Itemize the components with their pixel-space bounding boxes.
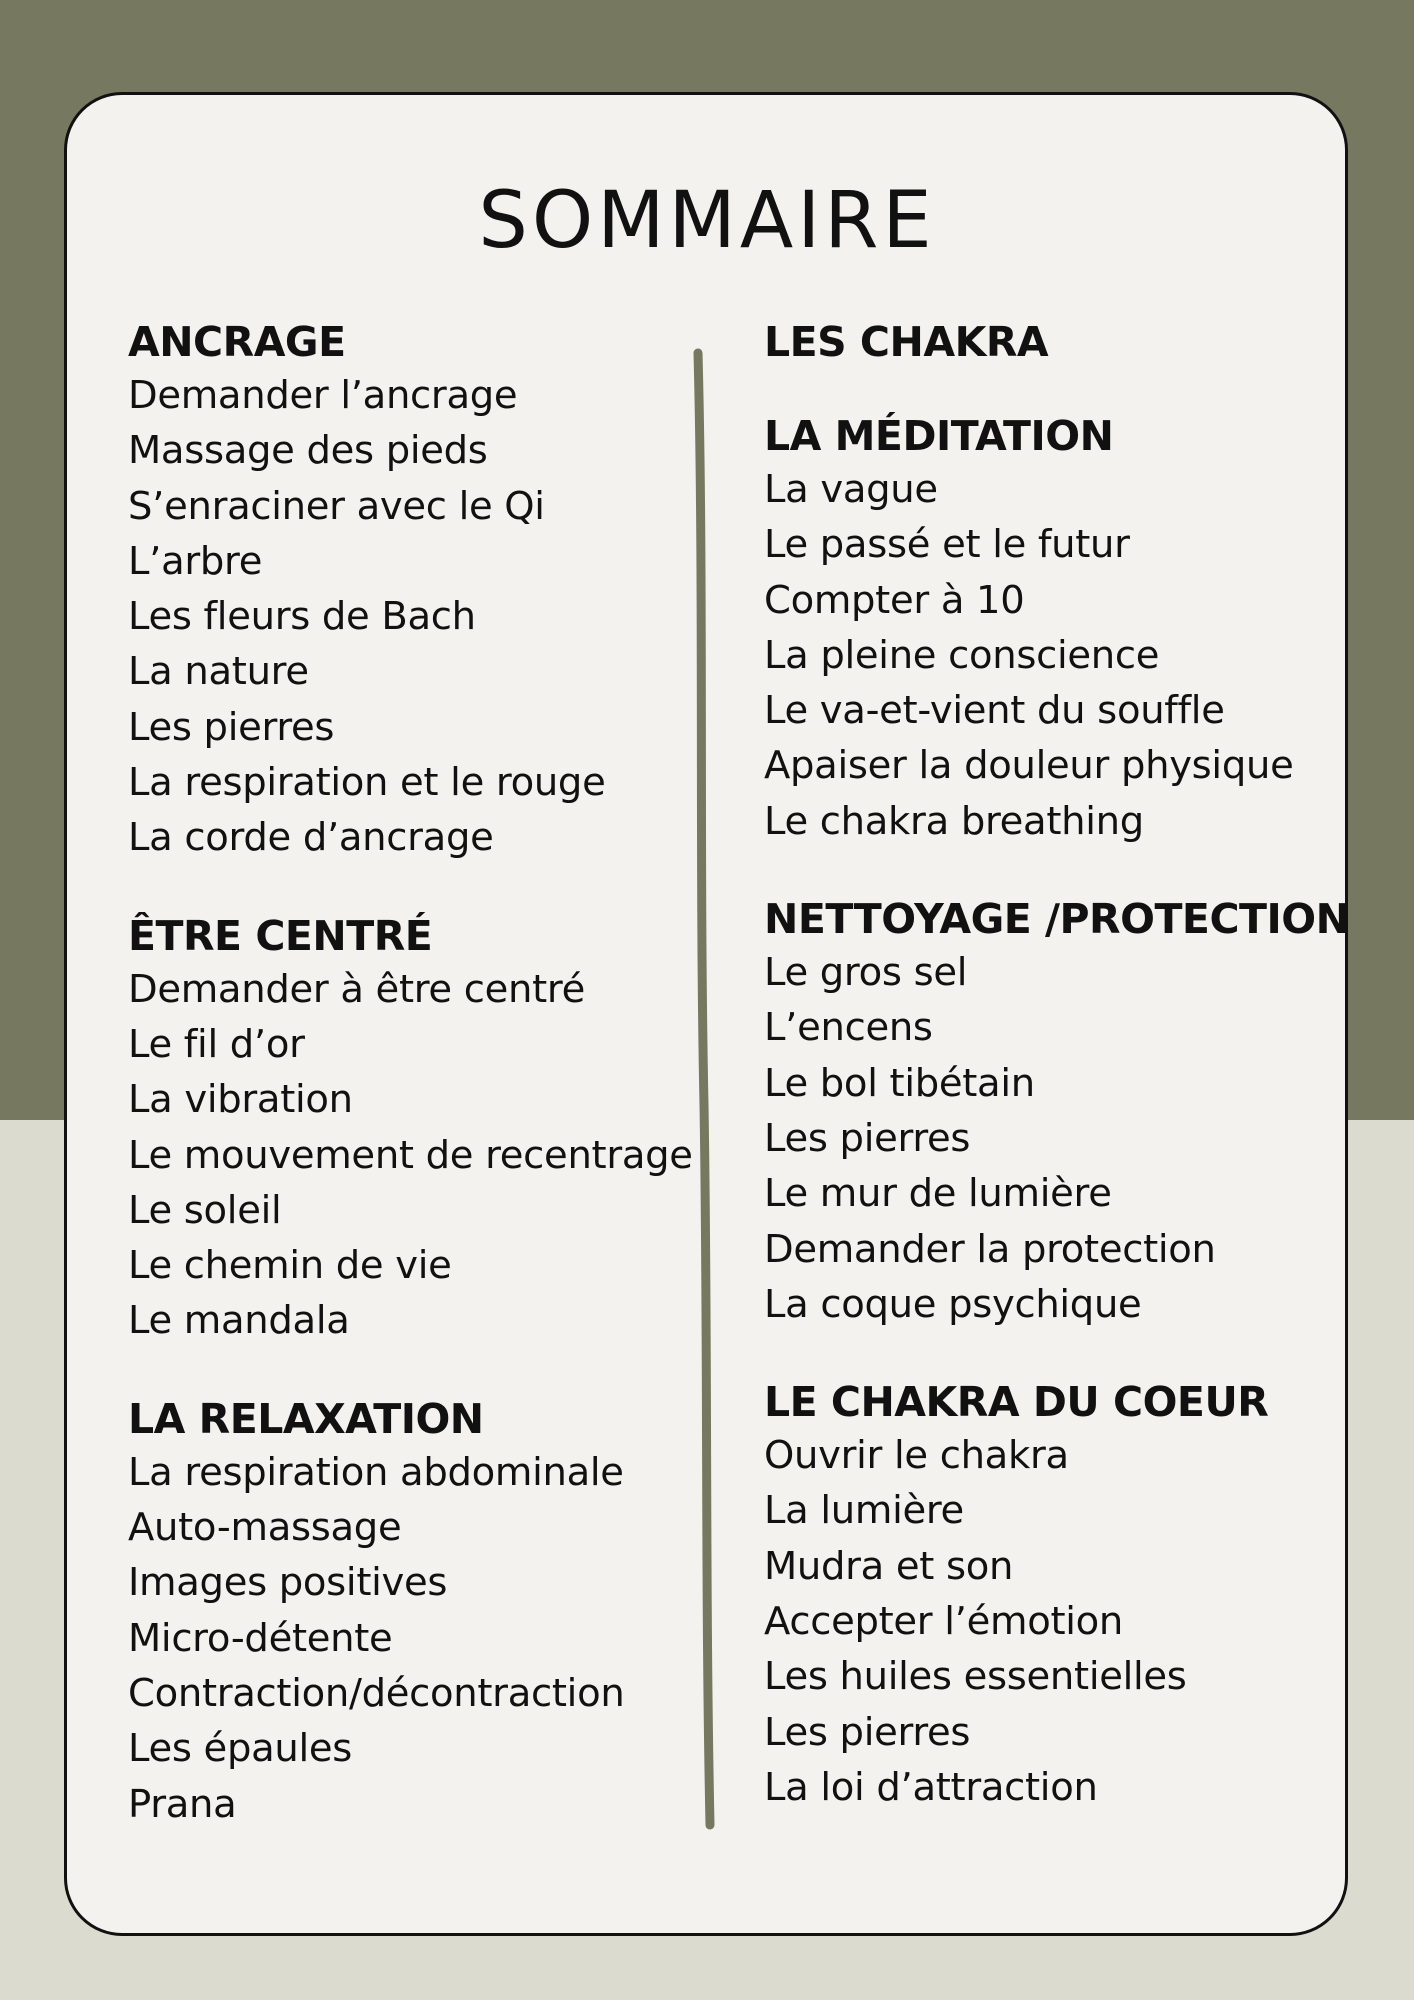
toc-item[interactable]: La pleine conscience xyxy=(764,632,1160,678)
section-title[interactable]: LES CHAKRA xyxy=(764,318,1049,366)
toc-item[interactable]: Demander la protection xyxy=(764,1226,1216,1272)
toc-item[interactable]: Compter à 10 xyxy=(764,577,1025,623)
toc-item[interactable]: Les huiles essentielles xyxy=(764,1654,1187,1700)
toc-item[interactable]: Le soleil xyxy=(128,1187,282,1233)
toc-item[interactable]: Images positives xyxy=(128,1560,448,1606)
right-column xyxy=(764,316,1350,1859)
toc-item[interactable]: Les pierres xyxy=(128,704,335,750)
section-title[interactable]: LE CHAKRA DU COEUR xyxy=(764,1378,1269,1427)
toc-item[interactable]: La lumière xyxy=(764,1488,964,1534)
section-title[interactable]: NETTOYAGE /PROTECTION xyxy=(764,895,1350,944)
toc-item[interactable]: La respiration abdominale xyxy=(128,1449,624,1495)
toc-item[interactable]: Le fil d’or xyxy=(128,1021,305,1067)
toc-item[interactable]: Contraction/décontraction xyxy=(128,1670,625,1716)
toc-item[interactable]: Le mandala xyxy=(128,1298,350,1344)
toc-item[interactable]: Les épaules xyxy=(128,1726,353,1772)
toc-item[interactable]: Le bol tibétain xyxy=(764,1060,1035,1106)
left-column xyxy=(128,316,698,1876)
toc-item[interactable]: L’encens xyxy=(764,1005,933,1051)
toc-item[interactable]: La respiration et le rouge xyxy=(128,760,606,806)
toc-item[interactable]: Les pierres xyxy=(764,1709,971,1755)
toc-item[interactable]: La corde d’ancrage xyxy=(128,815,494,861)
toc-item[interactable]: Le mur de lumière xyxy=(764,1171,1112,1217)
toc-item[interactable]: La coque psychique xyxy=(764,1281,1142,1327)
toc-item[interactable]: Ouvrir le chakra xyxy=(764,1433,1069,1479)
section-title[interactable]: ÊTRE CENTRÉ xyxy=(128,911,433,960)
section-title[interactable]: LA RELAXATION xyxy=(128,1394,484,1443)
toc-item[interactable]: La loi d’attraction xyxy=(764,1764,1098,1810)
page-title: SOMMAIRE xyxy=(478,176,936,266)
toc-item[interactable]: Prana xyxy=(128,1781,237,1827)
toc-item[interactable]: Demander l’ancrage xyxy=(128,373,518,418)
toc-item[interactable]: Massage des pieds xyxy=(128,428,488,474)
section-nettoyage-protection xyxy=(764,893,1350,1332)
toc-item[interactable]: L’arbre xyxy=(128,538,263,584)
section-title[interactable]: ANCRAGE xyxy=(128,318,346,366)
toc-item[interactable]: Le mouvement de recentrage xyxy=(128,1132,693,1178)
section-les-chakra xyxy=(764,316,1344,368)
toc-item[interactable]: Accepter l’émotion xyxy=(764,1599,1123,1645)
toc-item[interactable]: Les pierres xyxy=(764,1115,971,1161)
section-chakra-du-coeur xyxy=(764,1376,1344,1815)
section-relaxation xyxy=(128,1393,698,1832)
toc-item[interactable]: Le chakra breathing xyxy=(764,798,1144,844)
toc-item[interactable]: Auto-massage xyxy=(128,1505,402,1551)
toc-item[interactable]: La vague xyxy=(764,467,938,512)
toc-item[interactable]: Mudra et son xyxy=(764,1543,1014,1589)
toc-item[interactable]: Le va-et-vient du souffle xyxy=(764,688,1225,734)
toc-item[interactable]: Le gros sel xyxy=(764,950,968,996)
toc-item[interactable]: Le chemin de vie xyxy=(128,1243,452,1289)
section-title[interactable]: LA MÉDITATION xyxy=(764,412,1114,460)
toc-item[interactable]: Le passé et le futur xyxy=(764,522,1130,568)
toc-item[interactable]: Micro-détente xyxy=(128,1615,393,1661)
toc-item[interactable]: Les fleurs de Bach xyxy=(128,594,476,640)
section-etre-centre xyxy=(128,910,698,1349)
toc-item[interactable]: Demander à être centré xyxy=(128,966,585,1012)
toc-item[interactable]: La vibration xyxy=(128,1077,353,1123)
section-meditation xyxy=(764,410,1344,849)
toc-item[interactable]: La nature xyxy=(128,649,309,695)
toc-item[interactable]: Apaiser la douleur physique xyxy=(764,743,1294,789)
section-ancrage xyxy=(128,316,698,866)
toc-item[interactable]: S’enraciner avec le Qi xyxy=(128,483,545,529)
